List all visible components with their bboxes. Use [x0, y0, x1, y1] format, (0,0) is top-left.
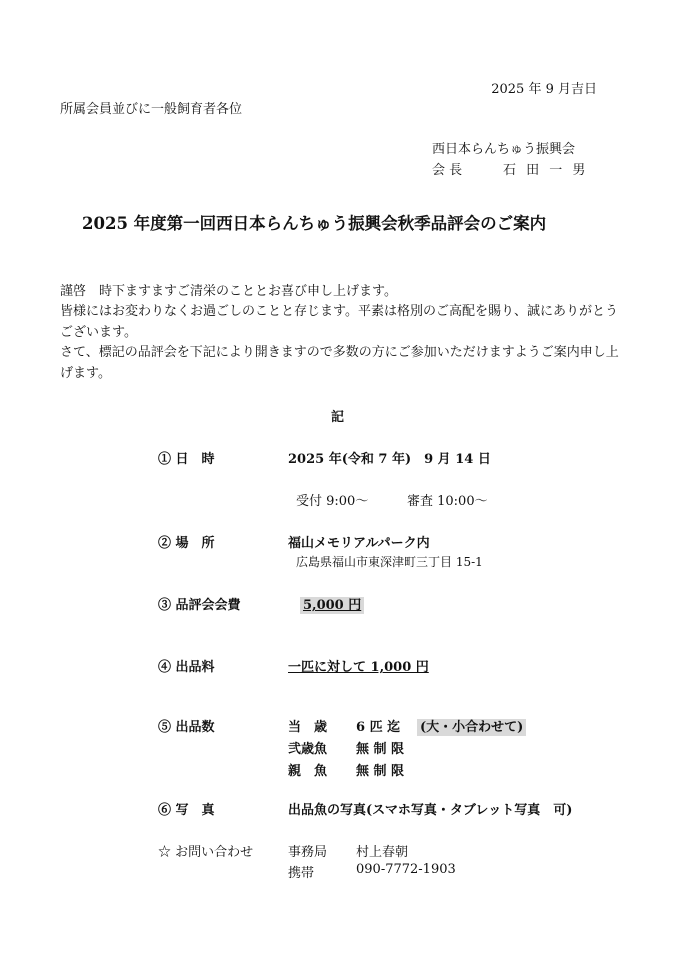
datetime-label: ① 日 時: [158, 452, 215, 467]
count-category-0: 当 歳: [288, 720, 328, 735]
reception-time: 受付 9:00～: [296, 494, 369, 509]
count-limit-2: 無 制 限: [356, 764, 405, 779]
count-category-2: 親 魚: [288, 764, 328, 779]
photo-label: ⑥ 写 真: [158, 803, 215, 818]
fee-label: ③ 品評会会費: [158, 598, 241, 613]
notice-heading: 記: [331, 410, 345, 425]
place-value: 福山メモリアルパーク内: [288, 536, 430, 551]
entry-fee-label: ④ 出品料: [158, 660, 215, 675]
judging-time: 審査 10:00～: [407, 494, 488, 509]
contact-office-value: 村上春朝: [356, 845, 409, 860]
contact-office-label: 事務局: [288, 845, 328, 860]
contact-label: ☆ お問い合わせ: [158, 845, 254, 860]
entry-count-label: ⑤ 出品数: [158, 720, 215, 735]
issue-date: 2025 年 9 月吉日: [491, 82, 597, 97]
place-address: 広島県福山市東深津町三丁目 15-1: [296, 555, 483, 569]
greeting-paragraph: 謹啓 時下ますますご清栄のこととお喜び申し上げます。: [60, 284, 397, 299]
fee-value: [300, 594, 364, 613]
fee-amount: 5,000 円: [300, 597, 364, 614]
sender-organization: 西日本らんちゅう振興会: [432, 142, 576, 157]
contact-mobile-label: 携帯: [288, 866, 315, 881]
entry-fee-value: 一匹に対して 1,000 円: [288, 660, 429, 675]
datetime-value: 2025 年(令和 7 年) 9 月 14 日: [288, 452, 491, 467]
count-note-0-text: (大・小合わせて): [417, 719, 526, 736]
body-paragraph-1: 皆様にはお変わりなくお過ごしのことと存じます。平素は格別のご高配を賜り、誠にありがとうございます。: [60, 304, 618, 340]
place-label: ② 場 所: [158, 536, 215, 551]
sender-title: 会 長: [432, 163, 463, 178]
recipient: 所属会員並びに一般飼育者各位: [60, 102, 243, 117]
count-category-1: 弐歳魚: [288, 742, 328, 757]
contact-mobile-value: 090-7772-1903: [356, 862, 456, 877]
count-limit-1: 無 制 限: [356, 742, 405, 757]
sender-name: 石 田 一 男: [503, 163, 586, 178]
page-title: 2025 年度第一回西日本らんちゅう振興会秋季品評会のご案内: [82, 214, 547, 233]
photo-value: 出品魚の写真(スマホ写真・タブレット写真 可): [288, 803, 573, 818]
count-note-0: [417, 716, 526, 735]
count-limit-0: 6 匹 迄: [356, 720, 401, 735]
body-paragraph-2: さて、標記の品評会を下記により開きますので多数の方にご参加いただけますようご案内申し上げます。: [60, 345, 619, 381]
